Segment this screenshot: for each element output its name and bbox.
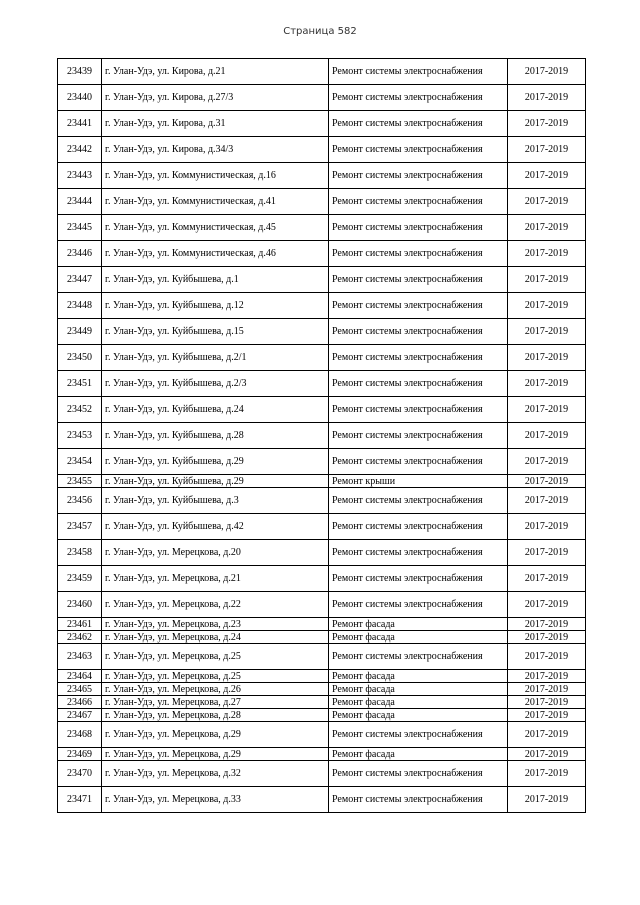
table-row	[58, 423, 586, 449]
cell-work-type: Ремонт системы электроснабжения	[329, 293, 508, 319]
cell-work-type: Ремонт системы электроснабжения	[329, 488, 508, 514]
cell-period: 2017-2019	[508, 319, 586, 345]
cell-number: 23465	[58, 683, 102, 696]
cell-address: г. Улан-Удэ, ул. Мерецкова, д.32	[102, 761, 329, 787]
cell-address: г. Улан-Удэ, ул. Куйбышева, д.3	[102, 488, 329, 514]
cell-period: 2017-2019	[508, 618, 586, 631]
cell-number: 23449	[58, 319, 102, 345]
table-row	[58, 683, 586, 696]
table-row	[58, 592, 586, 618]
table-row	[58, 215, 586, 241]
cell-work-type: Ремонт системы электроснабжения	[329, 540, 508, 566]
cell-number: 23450	[58, 345, 102, 371]
cell-period: 2017-2019	[508, 137, 586, 163]
cell-work-type: Ремонт системы электроснабжения	[329, 722, 508, 748]
cell-number: 23451	[58, 371, 102, 397]
cell-work-type: Ремонт фасада	[329, 748, 508, 761]
cell-address: г. Улан-Удэ, ул. Мерецкова, д.20	[102, 540, 329, 566]
table-row	[58, 670, 586, 683]
cell-work-type: Ремонт системы электроснабжения	[329, 514, 508, 540]
table-row	[58, 111, 586, 137]
cell-number: 23440	[58, 85, 102, 111]
cell-address: г. Улан-Удэ, ул. Мерецкова, д.29	[102, 722, 329, 748]
cell-number: 23469	[58, 748, 102, 761]
cell-period: 2017-2019	[508, 59, 586, 85]
cell-address: г. Улан-Удэ, ул. Кирова, д.27/3	[102, 85, 329, 111]
cell-number: 23467	[58, 709, 102, 722]
cell-period: 2017-2019	[508, 709, 586, 722]
table-row	[58, 345, 586, 371]
cell-address: г. Улан-Удэ, ул. Куйбышева, д.29	[102, 449, 329, 475]
cell-address: г. Улан-Удэ, ул. Мерецкова, д.29	[102, 748, 329, 761]
table-row	[58, 397, 586, 423]
cell-period: 2017-2019	[508, 163, 586, 189]
cell-address: г. Улан-Удэ, ул. Кирова, д.34/3	[102, 137, 329, 163]
cell-number: 23442	[58, 137, 102, 163]
cell-work-type: Ремонт системы электроснабжения	[329, 215, 508, 241]
cell-work-type: Ремонт системы электроснабжения	[329, 787, 508, 813]
cell-address: г. Улан-Удэ, ул. Куйбышева, д.12	[102, 293, 329, 319]
table-row	[58, 241, 586, 267]
table-row	[58, 59, 586, 85]
cell-work-type: Ремонт системы электроснабжения	[329, 371, 508, 397]
cell-address: г. Улан-Удэ, ул. Куйбышева, д.2/3	[102, 371, 329, 397]
cell-work-type: Ремонт системы электроснабжения	[329, 566, 508, 592]
cell-number: 23448	[58, 293, 102, 319]
cell-number: 23459	[58, 566, 102, 592]
cell-work-type: Ремонт системы электроснабжения	[329, 449, 508, 475]
cell-address: г. Улан-Удэ, ул. Мерецкова, д.21	[102, 566, 329, 592]
table-row	[58, 137, 586, 163]
cell-work-type: Ремонт крыши	[329, 475, 508, 488]
cell-address: г. Улан-Удэ, ул. Коммунистическая, д.45	[102, 215, 329, 241]
table-row	[58, 449, 586, 475]
cell-work-type: Ремонт системы электроснабжения	[329, 319, 508, 345]
cell-work-type: Ремонт системы электроснабжения	[329, 644, 508, 670]
cell-period: 2017-2019	[508, 423, 586, 449]
cell-address: г. Улан-Удэ, ул. Мерецкова, д.26	[102, 683, 329, 696]
table-row	[58, 748, 586, 761]
cell-address: г. Улан-Удэ, ул. Коммунистическая, д.16	[102, 163, 329, 189]
cell-work-type: Ремонт фасада	[329, 631, 508, 644]
cell-number: 23439	[58, 59, 102, 85]
table-row	[58, 566, 586, 592]
cell-work-type: Ремонт системы электроснабжения	[329, 111, 508, 137]
cell-address: г. Улан-Удэ, ул. Мерецкова, д.33	[102, 787, 329, 813]
cell-number: 23452	[58, 397, 102, 423]
cell-work-type: Ремонт системы электроснабжения	[329, 761, 508, 787]
cell-work-type: Ремонт фасада	[329, 696, 508, 709]
cell-work-type: Ремонт системы электроснабжения	[329, 137, 508, 163]
table-row	[58, 514, 586, 540]
cell-period: 2017-2019	[508, 514, 586, 540]
cell-number: 23458	[58, 540, 102, 566]
cell-address: г. Улан-Удэ, ул. Куйбышева, д.2/1	[102, 345, 329, 371]
cell-number: 23445	[58, 215, 102, 241]
cell-number: 23446	[58, 241, 102, 267]
table-row	[58, 644, 586, 670]
cell-period: 2017-2019	[508, 670, 586, 683]
table-row	[58, 189, 586, 215]
cell-period: 2017-2019	[508, 215, 586, 241]
cell-number: 23463	[58, 644, 102, 670]
cell-work-type: Ремонт фасада	[329, 670, 508, 683]
cell-work-type: Ремонт системы электроснабжения	[329, 85, 508, 111]
table-row	[58, 761, 586, 787]
cell-work-type: Ремонт системы электроснабжения	[329, 163, 508, 189]
cell-work-type: Ремонт системы электроснабжения	[329, 592, 508, 618]
cell-number: 23457	[58, 514, 102, 540]
table-row	[58, 787, 586, 813]
page-header: Страница 582	[283, 26, 357, 37]
cell-period: 2017-2019	[508, 85, 586, 111]
cell-period: 2017-2019	[508, 748, 586, 761]
cell-address: г. Улан-Удэ, ул. Кирова, д.21	[102, 59, 329, 85]
cell-address: г. Улан-Удэ, ул. Мерецкова, д.24	[102, 631, 329, 644]
cell-address: г. Улан-Удэ, ул. Куйбышева, д.15	[102, 319, 329, 345]
cell-period: 2017-2019	[508, 111, 586, 137]
cell-period: 2017-2019	[508, 696, 586, 709]
table-row	[58, 371, 586, 397]
cell-work-type: Ремонт фасада	[329, 709, 508, 722]
cell-period: 2017-2019	[508, 631, 586, 644]
cell-number: 23462	[58, 631, 102, 644]
cell-period: 2017-2019	[508, 592, 586, 618]
cell-number: 23471	[58, 787, 102, 813]
cell-period: 2017-2019	[508, 449, 586, 475]
cell-work-type: Ремонт системы электроснабжения	[329, 397, 508, 423]
cell-number: 23454	[58, 449, 102, 475]
cell-number: 23456	[58, 488, 102, 514]
cell-number: 23443	[58, 163, 102, 189]
cell-period: 2017-2019	[508, 345, 586, 371]
cell-work-type: Ремонт системы электроснабжения	[329, 241, 508, 267]
cell-work-type: Ремонт фасада	[329, 618, 508, 631]
cell-number: 23466	[58, 696, 102, 709]
cell-address: г. Улан-Удэ, ул. Мерецкова, д.23	[102, 618, 329, 631]
cell-address: г. Улан-Удэ, ул. Мерецкова, д.28	[102, 709, 329, 722]
cell-address: г. Улан-Удэ, ул. Куйбышева, д.29	[102, 475, 329, 488]
cell-work-type: Ремонт системы электроснабжения	[329, 59, 508, 85]
cell-period: 2017-2019	[508, 267, 586, 293]
cell-number: 23468	[58, 722, 102, 748]
cell-address: г. Улан-Удэ, ул. Куйбышева, д.42	[102, 514, 329, 540]
cell-work-type: Ремонт системы электроснабжения	[329, 189, 508, 215]
table-row	[58, 696, 586, 709]
cell-address: г. Улан-Удэ, ул. Куйбышева, д.1	[102, 267, 329, 293]
cell-period: 2017-2019	[508, 644, 586, 670]
cell-number: 23464	[58, 670, 102, 683]
table-row	[58, 475, 586, 488]
table-row	[58, 540, 586, 566]
cell-address: г. Улан-Удэ, ул. Коммунистическая, д.46	[102, 241, 329, 267]
cell-period: 2017-2019	[508, 683, 586, 696]
cell-period: 2017-2019	[508, 787, 586, 813]
cell-period: 2017-2019	[508, 722, 586, 748]
table-row	[58, 319, 586, 345]
table-row	[58, 85, 586, 111]
table-row	[58, 631, 586, 644]
cell-address: г. Улан-Удэ, ул. Куйбышева, д.24	[102, 397, 329, 423]
cell-work-type: Ремонт системы электроснабжения	[329, 267, 508, 293]
cell-number: 23455	[58, 475, 102, 488]
cell-period: 2017-2019	[508, 761, 586, 787]
cell-address: г. Улан-Удэ, ул. Кирова, д.31	[102, 111, 329, 137]
table-row	[58, 488, 586, 514]
cell-number: 23444	[58, 189, 102, 215]
cell-number: 23470	[58, 761, 102, 787]
table-row	[58, 163, 586, 189]
register-table	[57, 58, 586, 813]
cell-period: 2017-2019	[508, 189, 586, 215]
table-row	[58, 618, 586, 631]
cell-number: 23453	[58, 423, 102, 449]
cell-number: 23460	[58, 592, 102, 618]
cell-period: 2017-2019	[508, 397, 586, 423]
table-row	[58, 722, 586, 748]
cell-work-type: Ремонт системы электроснабжения	[329, 423, 508, 449]
cell-number: 23441	[58, 111, 102, 137]
cell-work-type: Ремонт фасада	[329, 683, 508, 696]
cell-number: 23461	[58, 618, 102, 631]
cell-work-type: Ремонт системы электроснабжения	[329, 345, 508, 371]
cell-address: г. Улан-Удэ, ул. Коммунистическая, д.41	[102, 189, 329, 215]
cell-period: 2017-2019	[508, 371, 586, 397]
cell-period: 2017-2019	[508, 475, 586, 488]
cell-period: 2017-2019	[508, 293, 586, 319]
cell-address: г. Улан-Удэ, ул. Мерецкова, д.27	[102, 696, 329, 709]
cell-period: 2017-2019	[508, 540, 586, 566]
cell-period: 2017-2019	[508, 566, 586, 592]
cell-address: г. Улан-Удэ, ул. Мерецкова, д.25	[102, 644, 329, 670]
cell-address: г. Улан-Удэ, ул. Мерецкова, д.25	[102, 670, 329, 683]
register-body	[58, 59, 586, 813]
cell-address: г. Улан-Удэ, ул. Мерецкова, д.22	[102, 592, 329, 618]
table-row	[58, 267, 586, 293]
cell-address: г. Улан-Удэ, ул. Куйбышева, д.28	[102, 423, 329, 449]
table-row	[58, 709, 586, 722]
table-row	[58, 293, 586, 319]
cell-number: 23447	[58, 267, 102, 293]
cell-period: 2017-2019	[508, 241, 586, 267]
cell-period: 2017-2019	[508, 488, 586, 514]
